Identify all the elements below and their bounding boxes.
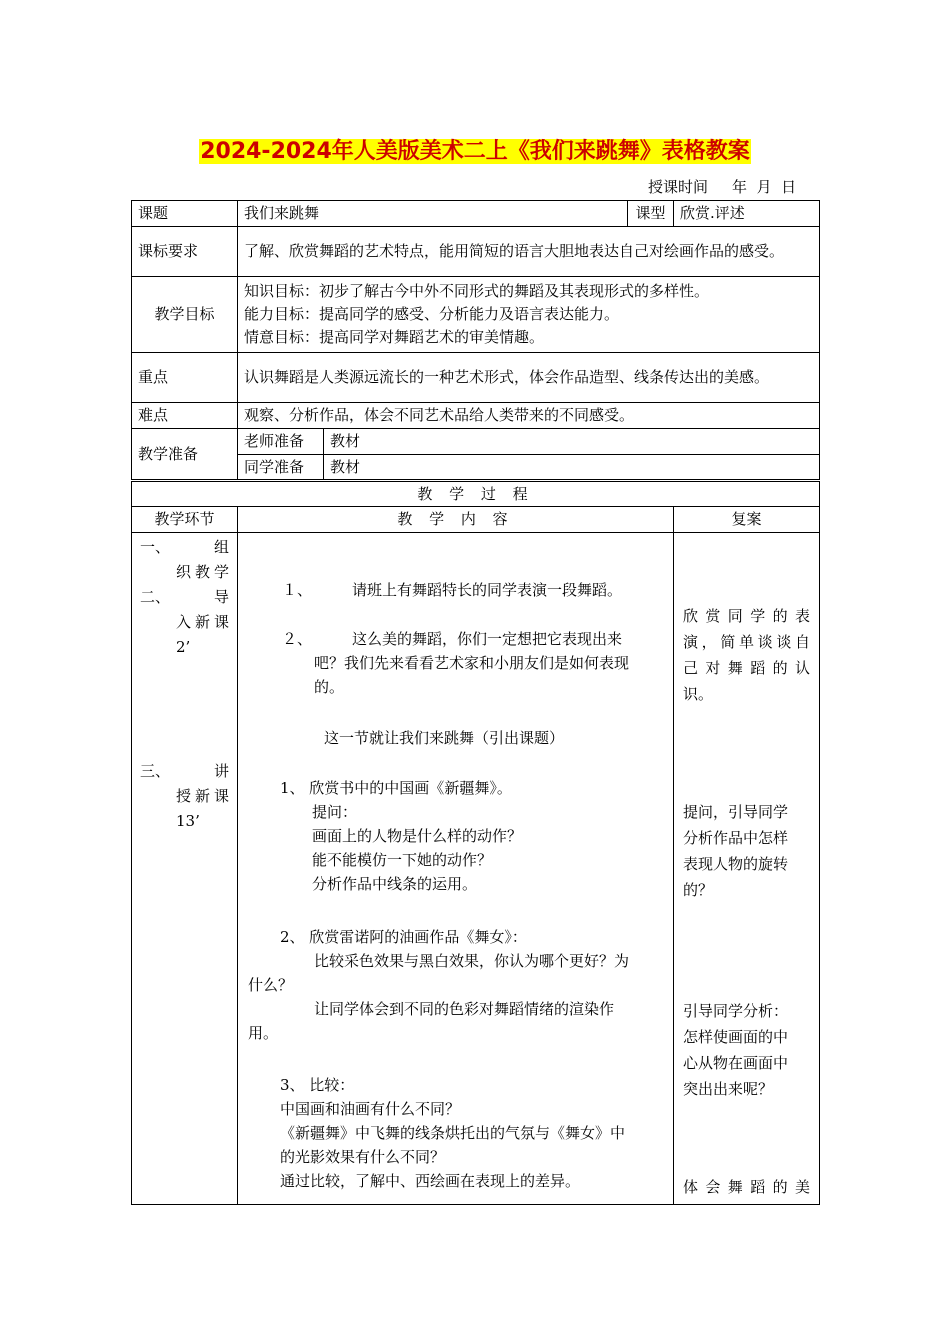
content-intro: 这一节就让我们来跳舞（引出课题）	[324, 729, 565, 747]
review-note-3: 引导同学分析： 怎样使画面的中 心从物在画面中 突出出来呢？	[683, 1002, 789, 1098]
process-heading-row	[132, 481, 820, 507]
goals-row	[132, 277, 820, 353]
topic-value: 我们来跳舞	[238, 201, 628, 227]
goal-knowledge: 知识目标：初步了解古今中外不同形式的舞蹈及其表现形式的多样性。	[244, 282, 710, 300]
standard-row	[132, 227, 820, 277]
topic-row	[132, 201, 820, 227]
stage-introduce: 二、 导 入新课 2’	[140, 588, 229, 656]
content-cell	[238, 533, 674, 1205]
content-section-3: 3、 比较： 中国画和油画有什么不同？ 《新疆舞》中飞舞的线条烘托出的气氛与《舞女》中 的光影效果有什么不同？ 通过比较，了解中、西绘画在表现上的差异。	[280, 1076, 626, 1190]
lesson-date-line: 授课时间 年 月 日	[648, 178, 797, 196]
goals-value	[238, 277, 820, 353]
content-item-1: １、 请班上有舞蹈特长的同学表演一段舞蹈。	[282, 581, 623, 599]
review-note-4: 体会舞蹈的美	[683, 1178, 811, 1196]
process-column-headers	[132, 507, 820, 533]
teacher-prep-value: 教材	[324, 429, 820, 455]
key-label: 重点	[132, 353, 238, 403]
stage-teach: 三、 讲 授新课 13’	[140, 762, 229, 830]
goal-ability: 能力目标：提高同学的感受、分析能力及语言表达能力。	[244, 305, 620, 323]
prep-label: 教学准备	[132, 429, 238, 481]
review-cell	[674, 533, 820, 1205]
key-value: 认识舞蹈是人类源远流长的一种艺术形式，体会作品造型、线条传达出的美感。	[238, 353, 820, 403]
review-note-1: 欣赏同学的表 演，简单谈谈自 己对舞蹈的认 识。	[683, 607, 811, 703]
lesson-plan-table	[131, 200, 820, 1205]
goals-label: 教学目标	[132, 277, 238, 353]
col-stage-header: 教学环节	[132, 507, 238, 533]
document-title: 2024-2024年人美版美术二上《我们来跳舞》表格教案	[200, 139, 750, 164]
process-body-row	[132, 533, 820, 1205]
prep-row-teacher	[132, 429, 820, 455]
key-row	[132, 353, 820, 403]
content-section-1: 1、 欣赏书中的中国画《新疆舞》。 提问： 画面上的人物是什么样的动作？ 能不能模仿一下她的动作？ 分析作品中线条的运用。	[280, 779, 523, 893]
difficulty-value: 观察、分析作品，体会不同艺术品给人类带来的不同感受。	[238, 403, 820, 429]
type-value: 欣赏.评述	[674, 201, 820, 227]
review-note-2: 提问，引导同学 分析作品中怎样 表现人物的旋转 的？	[683, 803, 789, 899]
student-prep-label: 同学准备	[238, 455, 324, 481]
col-content-header: 教 学 内 容	[238, 507, 674, 533]
stage-organize: 一、 组 织教学	[140, 538, 229, 581]
difficulty-row	[132, 403, 820, 429]
content-item-2: ２、 这么美的舞蹈，你们一定想把它表现出来 吧？我们先来看看艺术家和小朋友们是如何表现 的。	[282, 630, 630, 696]
standard-value: 了解、欣赏舞蹈的艺术特点，能用简短的语言大胆地表达自己对绘画作品的感受。	[238, 227, 820, 277]
type-label: 课型	[628, 201, 674, 227]
difficulty-label: 难点	[132, 403, 238, 429]
content-section-2: 2、 欣赏雷诺阿的油画作品《舞女》： 比较采色效果与黑白效果，你认为哪个更好？为 什么？ 让同学体会到不同的色彩对舞蹈情绪的渲染作 用。	[248, 928, 630, 1042]
process-heading: 教 学 过 程	[132, 481, 820, 507]
goal-attitude: 情意目标：提高同学对舞蹈艺术的审美情趣。	[244, 328, 545, 346]
student-prep-value: 教材	[324, 455, 820, 481]
teacher-prep-label: 老师准备	[238, 429, 324, 455]
col-review-header: 复案	[674, 507, 820, 533]
topic-label: 课题	[132, 201, 238, 227]
standard-label: 课标要求	[132, 227, 238, 277]
stage-cell	[132, 533, 238, 1205]
